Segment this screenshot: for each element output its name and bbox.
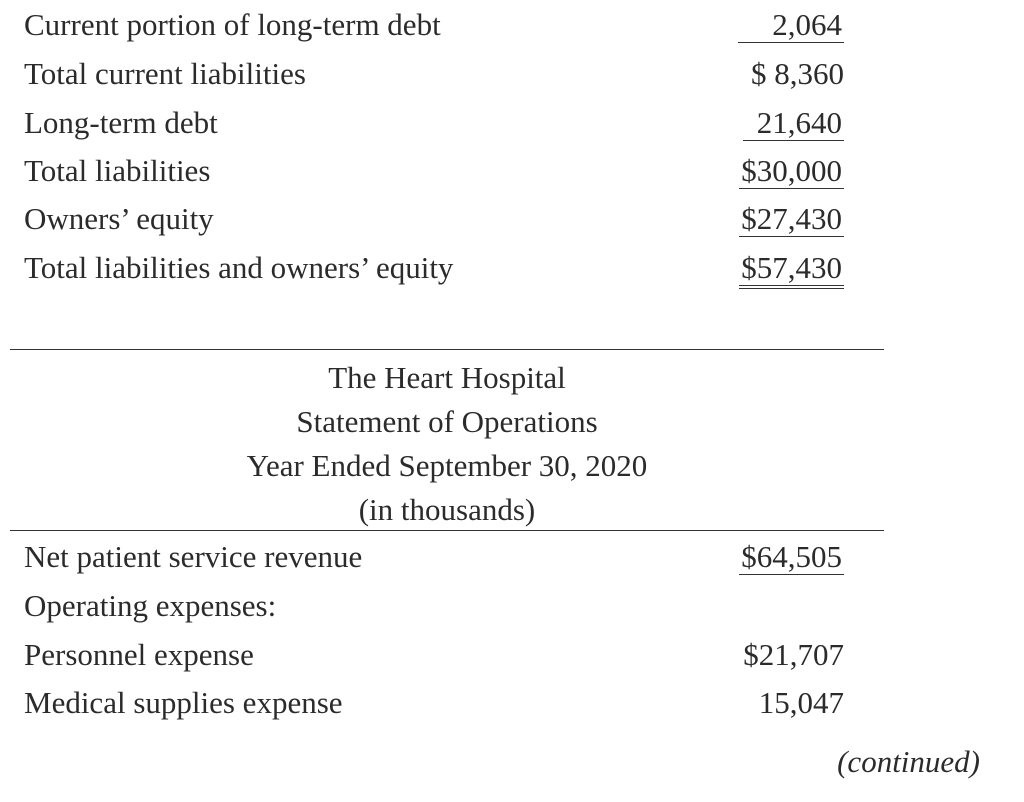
bs-row-owners-equity (24, 199, 844, 239)
row-value: $ 8,360 (751, 56, 844, 91)
value-text: 2,064 (738, 8, 844, 43)
value-text: $57,430 (739, 251, 844, 289)
row-value (739, 537, 844, 577)
statement-period: Year Ended September 30, 2020 (246, 448, 648, 483)
row-label: Personnel expense (24, 637, 254, 672)
value-text: $64,505 (741, 539, 842, 574)
row-value (738, 5, 844, 45)
row-label: Owners’ equity (24, 201, 214, 236)
row-value (739, 151, 844, 191)
statement-header (10, 356, 884, 532)
row-value: $21,707 (743, 637, 844, 672)
row-label: Net patient service revenue (24, 539, 363, 574)
row-label: Current portion of long-term debt (24, 7, 441, 42)
ops-row-operating-expenses-heading (24, 586, 844, 626)
ops-row-medical-supplies-expense (24, 683, 844, 723)
statement-title: Statement of Operations (296, 404, 598, 439)
ops-row-net-patient-revenue (24, 537, 844, 577)
row-label: Total liabilities and owners’ equity (24, 250, 454, 285)
row-value: 15,047 (758, 685, 844, 720)
row-label: Long-term debt (24, 105, 218, 140)
bs-row-long-term-debt (24, 103, 844, 143)
row-label: Operating expenses: (24, 588, 277, 623)
value-text: $27,430 (741, 201, 842, 236)
row-label: Total liabilities (24, 153, 211, 188)
row-value (739, 248, 844, 289)
bs-row-current-portion-ltd (24, 5, 844, 45)
value-text: 21,640 (743, 106, 844, 141)
value-text: $30,000 (741, 153, 842, 188)
row-value (743, 103, 844, 143)
bs-row-total-liabilities (24, 151, 844, 191)
header-rule-top (10, 349, 884, 350)
bs-row-total-liabilities-and-equity (24, 248, 844, 288)
row-value (739, 199, 844, 239)
bs-row-total-current-liabilities (24, 54, 844, 94)
statement-units: (in thousands) (358, 492, 536, 527)
row-label: Total current liabilities (24, 56, 306, 91)
continued-note: (continued) (837, 744, 980, 779)
entity-name: The Heart Hospital (328, 360, 566, 395)
header-rule-bottom (10, 530, 884, 531)
row-label: Medical supplies expense (24, 685, 343, 720)
ops-row-personnel-expense (24, 635, 844, 675)
